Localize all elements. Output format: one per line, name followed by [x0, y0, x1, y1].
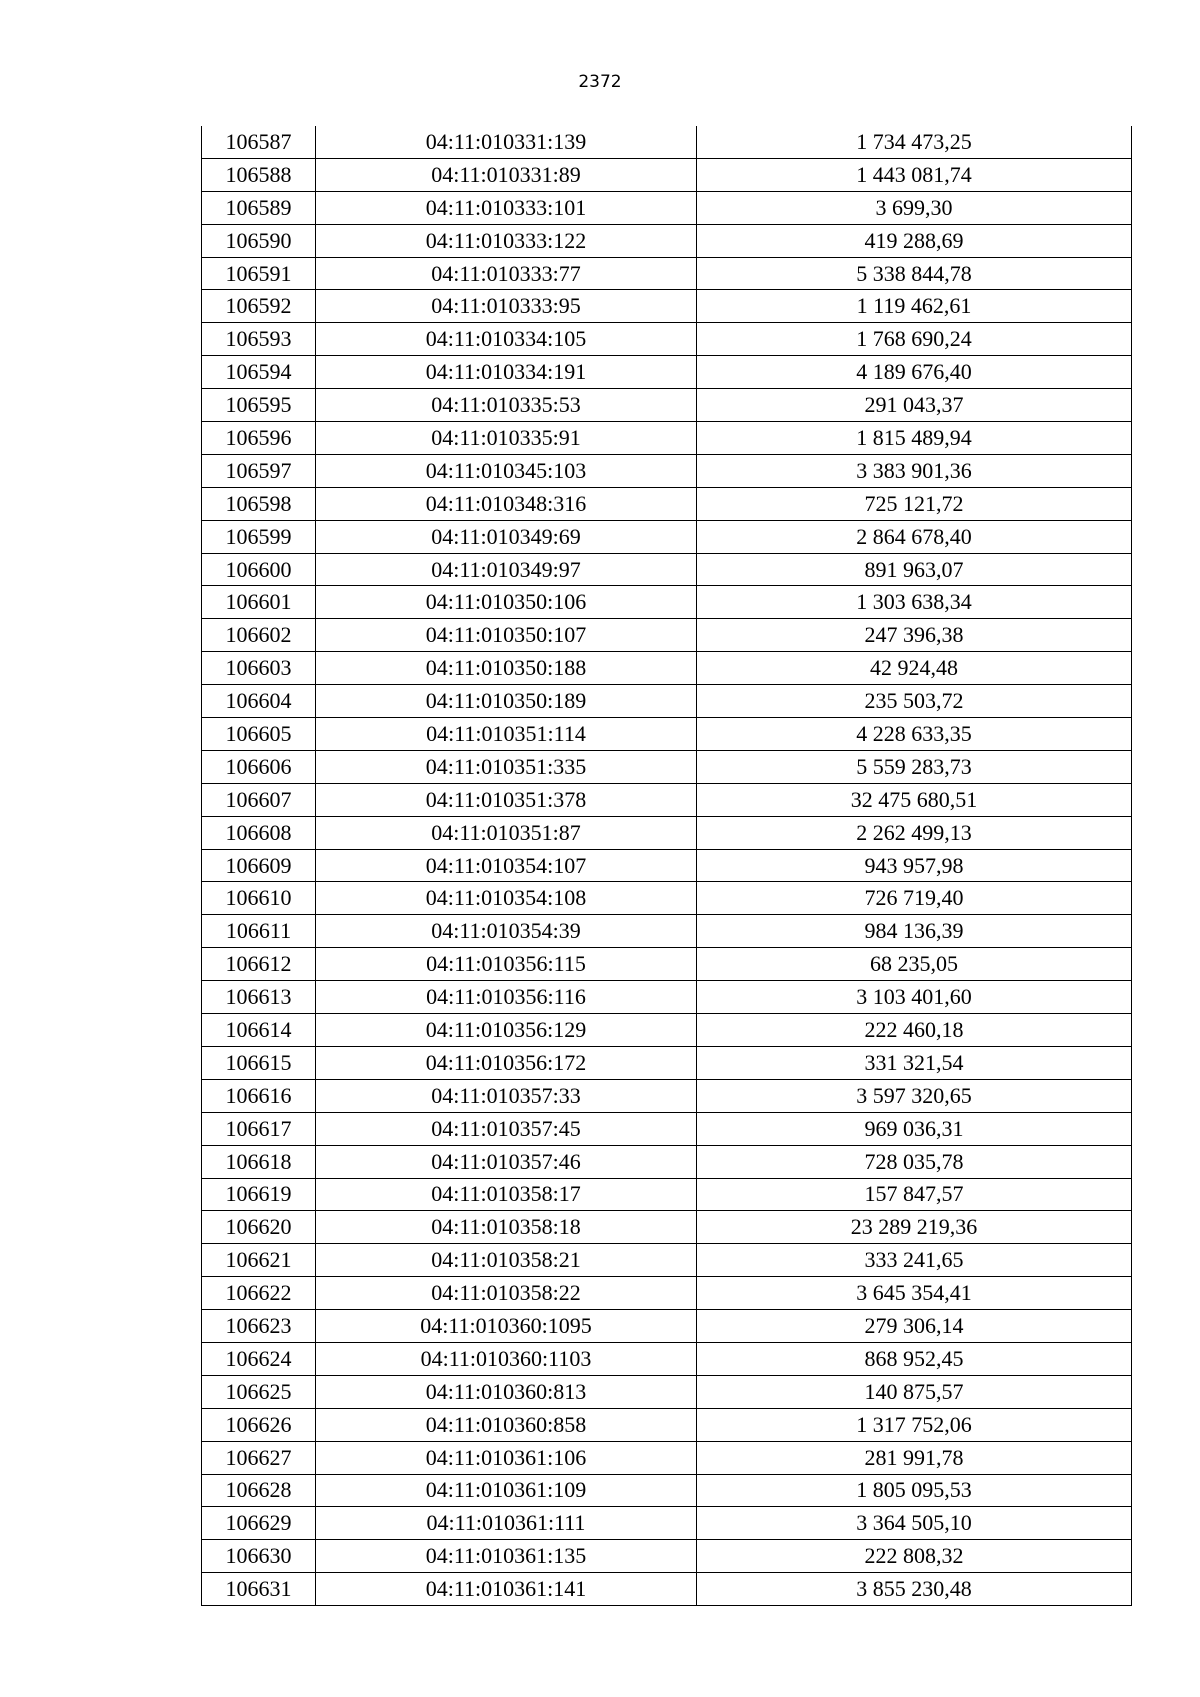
cadastral-value-cell: 333 241,65 [697, 1244, 1132, 1277]
cadastral-value-cell: 291 043,37 [697, 389, 1132, 422]
cadastral-number-cell: 04:11:010357:33 [316, 1079, 697, 1112]
table-row [202, 1540, 1132, 1573]
cadastral-value-cell: 3 855 230,48 [697, 1573, 1132, 1606]
cadastral-number-cell: 04:11:010360:1095 [316, 1310, 697, 1343]
table-row [202, 1112, 1132, 1145]
cadastral-number-cell: 04:11:010349:97 [316, 553, 697, 586]
cadastral-value-cell: 1 317 752,06 [697, 1408, 1132, 1441]
cadastral-value-cell: 728 035,78 [697, 1145, 1132, 1178]
cadastral-number-cell: 04:11:010360:858 [316, 1408, 697, 1441]
cadastral-number-cell: 04:11:010333:122 [316, 224, 697, 257]
row-number-cell: 106608 [202, 816, 316, 849]
cadastral-value-cell: 3 364 505,10 [697, 1507, 1132, 1540]
cadastral-number-cell: 04:11:010350:106 [316, 586, 697, 619]
cadastral-number-cell: 04:11:010356:172 [316, 1046, 697, 1079]
table-row [202, 1079, 1132, 1112]
cadastral-number-cell: 04:11:010350:189 [316, 685, 697, 718]
table-row [202, 718, 1132, 751]
cadastral-value-cell: 247 396,38 [697, 619, 1132, 652]
table-row [202, 1145, 1132, 1178]
cadastral-number-cell: 04:11:010334:191 [316, 356, 697, 389]
cadastral-value-cell: 235 503,72 [697, 685, 1132, 718]
cadastral-value-cell: 1 443 081,74 [697, 158, 1132, 191]
table-row [202, 520, 1132, 553]
row-number-cell: 106592 [202, 290, 316, 323]
row-number-cell: 106612 [202, 948, 316, 981]
cadastral-value-cell: 2 262 499,13 [697, 816, 1132, 849]
row-number-cell: 106587 [202, 126, 316, 158]
cadastral-number-cell: 04:11:010351:378 [316, 783, 697, 816]
cadastral-number-cell: 04:11:010354:108 [316, 882, 697, 915]
row-number-cell: 106605 [202, 718, 316, 751]
table-row [202, 1507, 1132, 1540]
cadastral-value-cell: 68 235,05 [697, 948, 1132, 981]
cadastral-number-cell: 04:11:010358:18 [316, 1211, 697, 1244]
row-number-cell: 106614 [202, 1014, 316, 1047]
table-row [202, 1474, 1132, 1507]
cadastral-value-cell: 331 321,54 [697, 1046, 1132, 1079]
cadastral-number-cell: 04:11:010349:69 [316, 520, 697, 553]
cadastral-value-cell: 891 963,07 [697, 553, 1132, 586]
row-number-cell: 106595 [202, 389, 316, 422]
cadastral-number-cell: 04:11:010361:106 [316, 1441, 697, 1474]
cadastral-number-cell: 04:11:010354:107 [316, 849, 697, 882]
row-number-cell: 106591 [202, 257, 316, 290]
row-number-cell: 106615 [202, 1046, 316, 1079]
table-row [202, 915, 1132, 948]
cadastral-value-cell: 1 734 473,25 [697, 126, 1132, 158]
row-number-cell: 106596 [202, 422, 316, 455]
cadastral-value-cell: 984 136,39 [697, 915, 1132, 948]
row-number-cell: 106602 [202, 619, 316, 652]
row-number-cell: 106601 [202, 586, 316, 619]
row-number-cell: 106597 [202, 454, 316, 487]
table-row [202, 487, 1132, 520]
cadastral-value-cell: 157 847,57 [697, 1178, 1132, 1211]
table-row [202, 158, 1132, 191]
row-number-cell: 106610 [202, 882, 316, 915]
cadastral-number-cell: 04:11:010356:129 [316, 1014, 697, 1047]
table-row [202, 619, 1132, 652]
row-number-cell: 106623 [202, 1310, 316, 1343]
cadastral-number-cell: 04:11:010356:116 [316, 981, 697, 1014]
table-row [202, 257, 1132, 290]
cadastral-value-cell: 969 036,31 [697, 1112, 1132, 1145]
cadastral-number-cell: 04:11:010331:139 [316, 126, 697, 158]
table-row [202, 224, 1132, 257]
cadastral-value-cell: 3 645 354,41 [697, 1277, 1132, 1310]
table-row [202, 685, 1132, 718]
cadastral-number-cell: 04:11:010357:46 [316, 1145, 697, 1178]
cadastral-value-cell: 3 103 401,60 [697, 981, 1132, 1014]
cadastral-number-cell: 04:11:010351:335 [316, 750, 697, 783]
row-number-cell: 106588 [202, 158, 316, 191]
row-number-cell: 106607 [202, 783, 316, 816]
cadastral-value-table [201, 126, 1132, 1606]
row-number-cell: 106594 [202, 356, 316, 389]
cadastral-number-cell: 04:11:010334:105 [316, 323, 697, 356]
table-row [202, 1014, 1132, 1047]
cadastral-value-cell: 4 228 633,35 [697, 718, 1132, 751]
row-number-cell: 106624 [202, 1342, 316, 1375]
row-number-cell: 106611 [202, 915, 316, 948]
cadastral-value-cell: 419 288,69 [697, 224, 1132, 257]
cadastral-value-cell: 943 957,98 [697, 849, 1132, 882]
row-number-cell: 106603 [202, 652, 316, 685]
cadastral-number-cell: 04:11:010345:103 [316, 454, 697, 487]
cadastral-value-cell: 3 699,30 [697, 191, 1132, 224]
cadastral-value-cell: 725 121,72 [697, 487, 1132, 520]
table-row [202, 1244, 1132, 1277]
row-number-cell: 106604 [202, 685, 316, 718]
cadastral-value-cell: 868 952,45 [697, 1342, 1132, 1375]
cadastral-value-cell: 1 815 489,94 [697, 422, 1132, 455]
table-row [202, 356, 1132, 389]
table-row [202, 1408, 1132, 1441]
table-row [202, 1441, 1132, 1474]
row-number-cell: 106622 [202, 1277, 316, 1310]
cadastral-number-cell: 04:11:010333:77 [316, 257, 697, 290]
row-number-cell: 106627 [202, 1441, 316, 1474]
cadastral-number-cell: 04:11:010360:813 [316, 1375, 697, 1408]
table-row [202, 981, 1132, 1014]
table-row [202, 1310, 1132, 1343]
cadastral-value-cell: 5 338 844,78 [697, 257, 1132, 290]
row-number-cell: 106628 [202, 1474, 316, 1507]
cadastral-number-cell: 04:11:010335:53 [316, 389, 697, 422]
table-row [202, 816, 1132, 849]
row-number-cell: 106599 [202, 520, 316, 553]
cadastral-value-cell: 3 597 320,65 [697, 1079, 1132, 1112]
row-number-cell: 106600 [202, 553, 316, 586]
row-number-cell: 106630 [202, 1540, 316, 1573]
table-row [202, 652, 1132, 685]
row-number-cell: 106617 [202, 1112, 316, 1145]
table-row [202, 1342, 1132, 1375]
cadastral-value-cell: 1 119 462,61 [697, 290, 1132, 323]
table-row [202, 783, 1132, 816]
cadastral-number-cell: 04:11:010351:114 [316, 718, 697, 751]
cadastral-number-cell: 04:11:010357:45 [316, 1112, 697, 1145]
cadastral-number-cell: 04:11:010358:17 [316, 1178, 697, 1211]
cadastral-number-cell: 04:11:010333:95 [316, 290, 697, 323]
cadastral-value-cell: 1 805 095,53 [697, 1474, 1132, 1507]
cadastral-number-cell: 04:11:010348:316 [316, 487, 697, 520]
cadastral-value-cell: 32 475 680,51 [697, 783, 1132, 816]
row-number-cell: 106593 [202, 323, 316, 356]
cadastral-number-cell: 04:11:010350:188 [316, 652, 697, 685]
cadastral-number-cell: 04:11:010354:39 [316, 915, 697, 948]
cadastral-value-cell: 5 559 283,73 [697, 750, 1132, 783]
cadastral-number-cell: 04:11:010360:1103 [316, 1342, 697, 1375]
table-row [202, 1573, 1132, 1606]
row-number-cell: 106625 [202, 1375, 316, 1408]
row-number-cell: 106598 [202, 487, 316, 520]
table-row [202, 1375, 1132, 1408]
table-row [202, 454, 1132, 487]
table-row [202, 290, 1132, 323]
table-row [202, 323, 1132, 356]
cadastral-value-cell: 42 924,48 [697, 652, 1132, 685]
table-row [202, 126, 1132, 158]
row-number-cell: 106626 [202, 1408, 316, 1441]
row-number-cell: 106613 [202, 981, 316, 1014]
table-row [202, 586, 1132, 619]
cadastral-number-cell: 04:11:010331:89 [316, 158, 697, 191]
table-row [202, 389, 1132, 422]
cadastral-value-cell: 1 303 638,34 [697, 586, 1132, 619]
row-number-cell: 106620 [202, 1211, 316, 1244]
cadastral-number-cell: 04:11:010358:21 [316, 1244, 697, 1277]
cadastral-value-cell: 23 289 219,36 [697, 1211, 1132, 1244]
table-row [202, 1211, 1132, 1244]
table-row [202, 1277, 1132, 1310]
cadastral-number-cell: 04:11:010356:115 [316, 948, 697, 981]
row-number-cell: 106606 [202, 750, 316, 783]
table-row [202, 1046, 1132, 1079]
cadastral-number-cell: 04:11:010361:111 [316, 1507, 697, 1540]
cadastral-value-cell: 222 808,32 [697, 1540, 1132, 1573]
cadastral-value-cell: 222 460,18 [697, 1014, 1132, 1047]
cadastral-number-cell: 04:11:010361:141 [316, 1573, 697, 1606]
row-number-cell: 106616 [202, 1079, 316, 1112]
cadastral-number-cell: 04:11:010361:109 [316, 1474, 697, 1507]
table-body [202, 126, 1132, 1606]
table-row [202, 553, 1132, 586]
table-row [202, 750, 1132, 783]
cadastral-value-cell: 726 719,40 [697, 882, 1132, 915]
row-number-cell: 106621 [202, 1244, 316, 1277]
row-number-cell: 106619 [202, 1178, 316, 1211]
row-number-cell: 106618 [202, 1145, 316, 1178]
row-number-cell: 106609 [202, 849, 316, 882]
row-number-cell: 106590 [202, 224, 316, 257]
page-number: 2372 [578, 72, 622, 92]
table-row [202, 849, 1132, 882]
cadastral-number-cell: 04:11:010350:107 [316, 619, 697, 652]
table-row [202, 191, 1132, 224]
row-number-cell: 106629 [202, 1507, 316, 1540]
cadastral-value-cell: 1 768 690,24 [697, 323, 1132, 356]
row-number-cell: 106631 [202, 1573, 316, 1606]
cadastral-value-cell: 279 306,14 [697, 1310, 1132, 1343]
cadastral-value-cell: 3 383 901,36 [697, 454, 1132, 487]
cadastral-value-cell: 4 189 676,40 [697, 356, 1132, 389]
cadastral-number-cell: 04:11:010361:135 [316, 1540, 697, 1573]
table-row [202, 422, 1132, 455]
cadastral-value-cell: 140 875,57 [697, 1375, 1132, 1408]
cadastral-number-cell: 04:11:010333:101 [316, 191, 697, 224]
cadastral-value-cell: 2 864 678,40 [697, 520, 1132, 553]
cadastral-number-cell: 04:11:010358:22 [316, 1277, 697, 1310]
table-row [202, 1178, 1132, 1211]
cadastral-number-cell: 04:11:010335:91 [316, 422, 697, 455]
row-number-cell: 106589 [202, 191, 316, 224]
cadastral-value-cell: 281 991,78 [697, 1441, 1132, 1474]
cadastral-number-cell: 04:11:010351:87 [316, 816, 697, 849]
table-row [202, 882, 1132, 915]
table-row [202, 948, 1132, 981]
